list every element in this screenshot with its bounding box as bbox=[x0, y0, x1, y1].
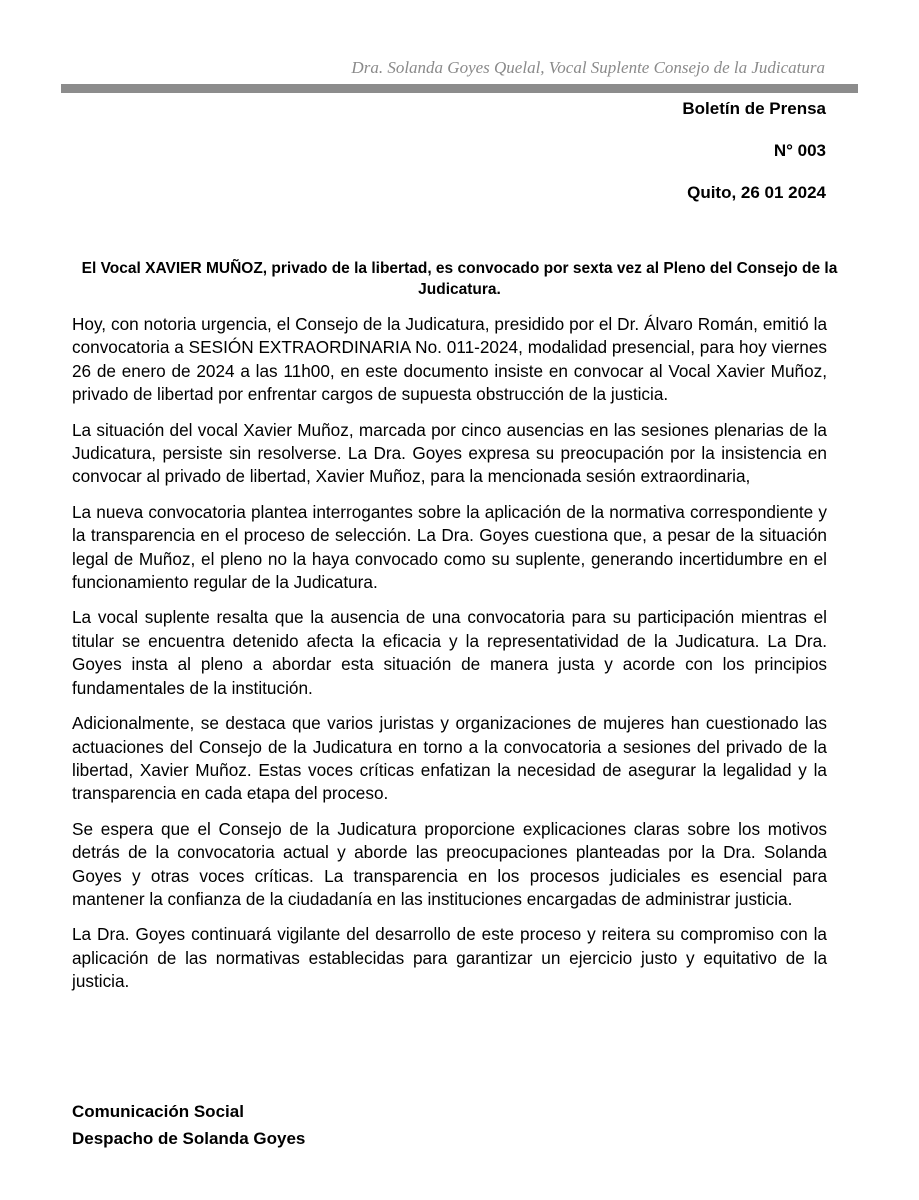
bulletin-meta bbox=[682, 98, 826, 204]
paragraph-2: La situación del vocal Xavier Muñoz, marcada por cinco ausencias en las sesiones plenarias de la Judicatura, persiste sin resolverse. La Dra. Goyes expresa su preocupación por la insistencia en convocar al privado de libertad, Xavier Muñoz, para la mencionada sesión extraordinaria, bbox=[72, 419, 827, 487]
bulletin-number: N° 003 bbox=[773, 141, 826, 160]
signature-block bbox=[72, 1098, 305, 1152]
paragraph-6: Se espera que el Consejo de la Judicatura proporcione explicaciones claras sobre los motivos detrás de la convocatoria actual y aborde las preocupaciones planteadas por la Dra. Solanda Goyes y otras voces críticas. La transparencia en los procesos judiciales es esencial para mantener la confianza de la ciudadanía en las instituciones encargadas de administrar justicia. bbox=[72, 818, 827, 909]
place-date: Quito, 26 01 2024 bbox=[687, 183, 826, 202]
paragraph-7: La Dra. Goyes continuará vigilante del desarrollo de este proceso y reitera su compromiso con la aplicación de las normativas establecidas para garantizar un ejercicio justo y equitativo de la justicia. bbox=[72, 924, 827, 992]
paragraph-5: Adicionalmente, se destaca que varios juristas y organizaciones de mujeres han cuestionado las actuaciones del Consejo de la Judicatura en torno a la convocatoria a sesiones del privado de la libertad, Xavier Muñoz. Estas voces críticas enfatizan la necesidad de asegurar la legalidad y la transparencia en cada etapa del proceso. bbox=[72, 713, 827, 804]
paragraph-1: Hoy, con notoria urgencia, el Consejo de la Judicatura, presidido por el Dr. Álvaro Román, emitió la convocatoria a SESIÓN EXTRAORDINARIA No. 011-2024, modalidad presencial, para hoy viernes 26 de enero de 2024 a las 11h00, en este documento insiste en convocar al Vocal Xavier Muñoz, privado de libertad por enfrentar cargos de supuesta obstrucción de la justicia. bbox=[72, 314, 827, 405]
headline: El Vocal XAVIER MUÑOZ, privado de la libertad, es convocado por sexta vez al Pleno del Consejo de la Judicatura. bbox=[81, 260, 838, 298]
paragraph-4: La vocal suplente resalta que la ausencia de una convocatoria para su participación mientras el titular se encuentra detenido afecta la eficacia y la representatividad de la Judicatura. La Dra. Goyes insta al pleno a abordar esta situación de manera justa y acorde con los principios fundamentales de la institución. bbox=[72, 607, 827, 698]
bulletin-title: Boletín de Prensa bbox=[682, 99, 826, 118]
paragraph-3: La nueva convocatoria plantea interrogantes sobre la aplicación de la normativa correspondiente y la transparencia en el proceso de selección. La Dra. Goyes cuestiona que, a pesar de la situación legal de Muñoz, el pleno no la haya convocado como su suplente, generando incertidumbre en el funcionamiento regular de la Judicatura. bbox=[72, 501, 827, 593]
letterhead: Dra. Solanda Goyes Quelal, Vocal Suplente Consejo de la Judicatura bbox=[351, 58, 825, 77]
header-rule bbox=[61, 84, 858, 93]
body-text bbox=[72, 313, 827, 1006]
signature-line-1: Comunicación Social bbox=[72, 1102, 244, 1121]
signature-line-2: Despacho de Solanda Goyes bbox=[72, 1129, 306, 1148]
